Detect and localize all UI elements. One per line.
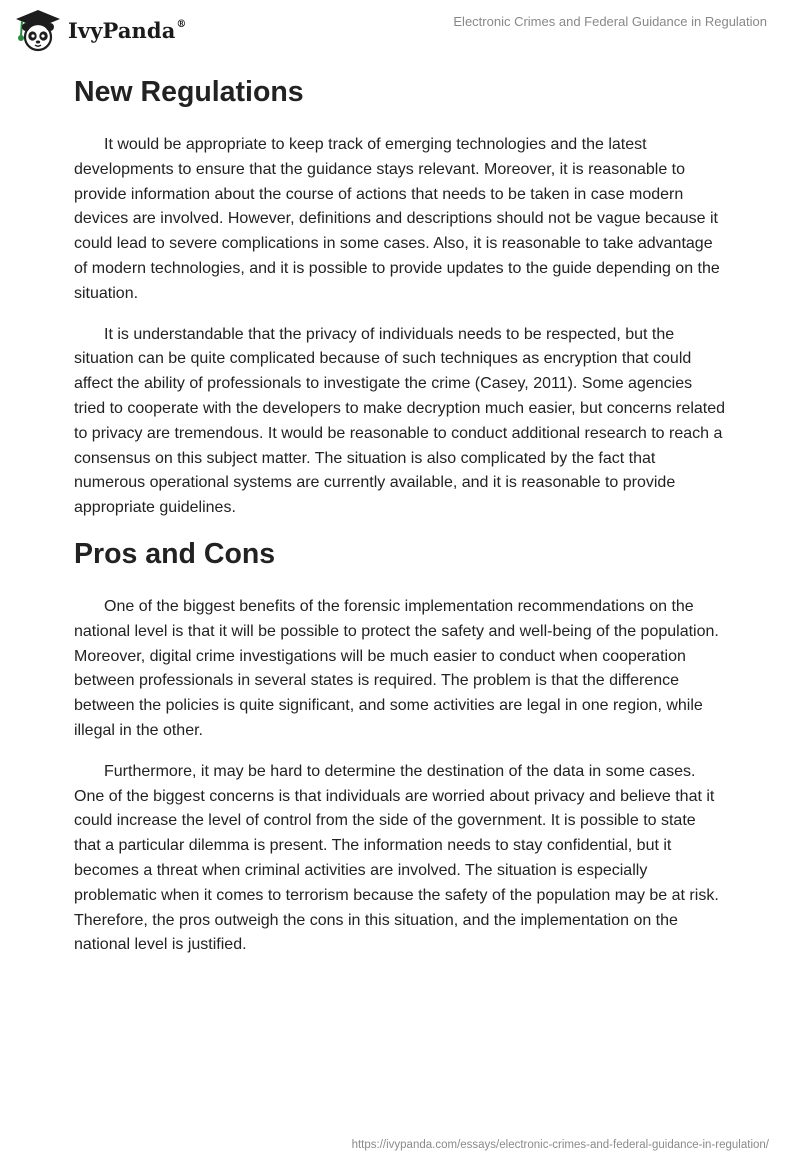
paragraph: One of the biggest benefits of the forensic implementation recommendations on the national level is that it will be possible to protect the safety and well-being of the population. Moreover, digital crime investigations will be much easier to conduct when cooperation between professionals in several states is required. The problem is that the difference between the policies is quite significant, and some activities are legal in one region, while illegal in the other. xyxy=(74,597,719,739)
section-new-regulations xyxy=(74,72,726,521)
paragraph: Furthermore, it may be hard to determine the destination of the data in some cases. One of the biggest concerns is that individuals are worried about privacy and believe that it could increase the level of control from the side of the government. It is possible to state that a particular dilemma is present. The information needs to stay confidential, but it becomes a threat when criminal activities are involved. The situation is especially problematic when it comes to terrorism because the safety of the population may be at risk. Therefore, the pros outweigh the cons in this situation, and the implementation on the national level is justified. xyxy=(74,762,719,954)
section-heading: New Regulations xyxy=(74,76,304,108)
page-header xyxy=(0,0,800,60)
paragraph: It would be appropriate to keep track of emerging technologies and the latest developments to ensure that the guidance stays relevant. Moreover, it is reasonable to provide information about the course of actions that needs to be taken in case modern devices are involved. However, definitions and descriptions should not be vague because it could lead to severe complications in some cases. Also, it is reasonable to take advantage of modern technologies, and it is possible to provide updates to the guide depending on the situation. xyxy=(74,136,720,302)
section-pros-and-cons xyxy=(74,534,726,958)
section-heading: Pros and Cons xyxy=(74,537,276,570)
brand-name: IvyPanda® xyxy=(68,17,187,43)
brand-logo[interactable] xyxy=(14,8,187,52)
document-title: Electronic Crimes and Federal Guidance in Regulation xyxy=(453,14,767,29)
essay-content xyxy=(74,70,726,958)
paragraph: It is understandable that the privacy of individuals needs to be respected, but the situation can be quite complicated because of such techniques as encryption that could affect the ability of professionals to investigate the crime (Casey, 2011). Some agencies tried to cooperate with the developers to make decryption much easier, but concerns related to privacy are tremendous. It would be reasonable to conduct additional research to reach a consensus on this subject matter. The situation is also complicated by the fact that numerous operational systems are currently available, and it is reasonable to provide appropriate guidelines. xyxy=(74,325,726,517)
panda-graduate-icon xyxy=(14,8,62,52)
source-url[interactable]: https://ivypanda.com/essays/electronic-crimes-and-federal-guidance-in-regulation/ xyxy=(351,1139,769,1151)
